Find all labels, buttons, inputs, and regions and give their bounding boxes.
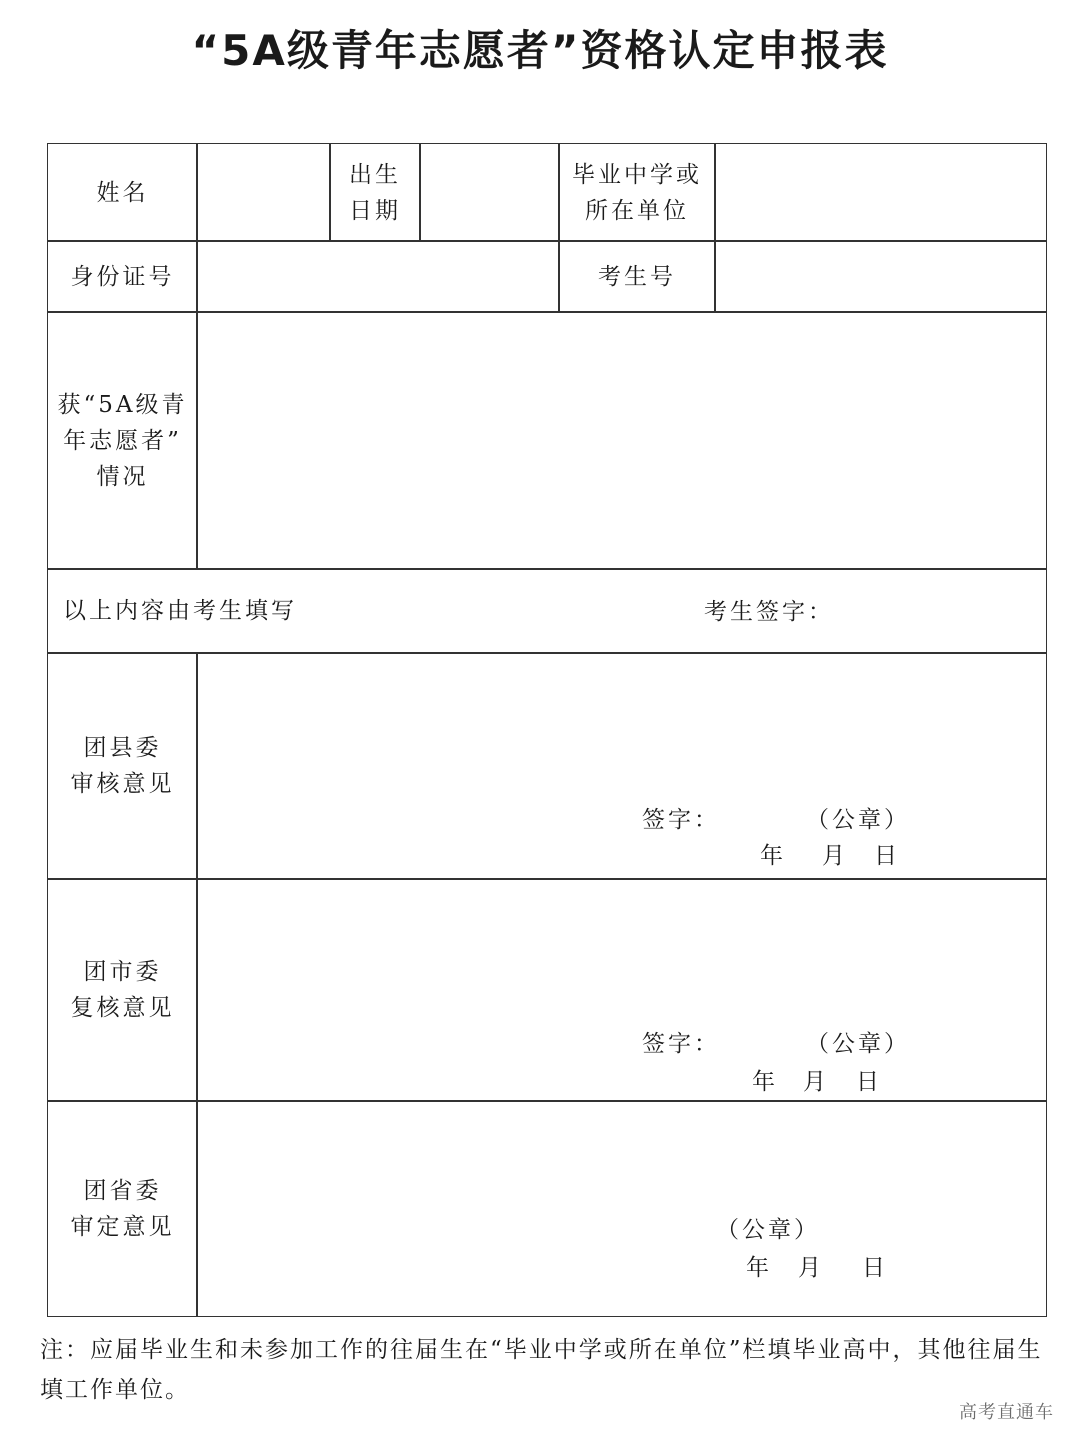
award-label-line-3: 情况 — [96, 463, 149, 490]
city-label-line-1: 团市委 — [83, 959, 162, 985]
name-field[interactable] — [196, 143, 331, 242]
school-label-line-2: 所在单位 — [585, 197, 689, 224]
award-label-line-1: 获“5A级青 — [57, 391, 188, 418]
province-opinion-field[interactable] — [196, 1100, 1047, 1317]
id-label-cell — [47, 240, 198, 313]
birth-date-field[interactable] — [419, 143, 560, 242]
watermark-text: 高考直通车 — [959, 1402, 1054, 1423]
city-opinion-field[interactable] — [196, 878, 1047, 1102]
id-number-field[interactable] — [196, 240, 560, 313]
city-year: 年 — [752, 1069, 778, 1095]
county-seal-label: （公章） — [806, 807, 910, 833]
province-label-line-1: 团省委 — [83, 1177, 162, 1204]
city-label-cell — [47, 878, 198, 1102]
name-label-cell — [47, 143, 198, 242]
province-year: 年 — [746, 1255, 772, 1281]
province-label-cell — [47, 1100, 198, 1317]
page-title: “5A级青年志愿者”资格认定申报表 — [191, 26, 889, 75]
county-opinion-field[interactable] — [196, 652, 1047, 880]
county-sign-label: 签字： — [642, 807, 720, 833]
school-field[interactable] — [714, 143, 1047, 242]
county-label-cell — [47, 652, 198, 880]
birth-label-line-2: 日期 — [349, 197, 401, 224]
city-sign-label: 签字： — [642, 1031, 720, 1057]
city-seal-label: （公章） — [806, 1031, 910, 1057]
student-signature-label: 考生签字： — [704, 599, 834, 625]
exam-no-field[interactable] — [714, 240, 1047, 313]
county-year: 年 — [760, 843, 786, 869]
birth-label-line-1: 出生 — [349, 161, 401, 188]
award-label-line-2: 年志愿者” — [63, 427, 182, 454]
county-day: 日 — [874, 843, 900, 869]
province-month: 月 — [798, 1255, 824, 1281]
award-label-cell — [47, 311, 198, 570]
exam-no-label-cell — [558, 240, 716, 313]
province-label-line-2: 审定意见 — [70, 1213, 175, 1240]
name-label: 姓名 — [96, 179, 149, 206]
id-label: 身份证号 — [70, 263, 175, 290]
city-month: 月 — [803, 1069, 829, 1095]
student-fill-row — [47, 568, 1047, 654]
city-day: 日 — [856, 1069, 882, 1095]
province-day: 日 — [862, 1255, 888, 1281]
city-label-line-2: 复核意见 — [70, 995, 175, 1021]
birth-label-cell — [329, 143, 421, 242]
award-field[interactable] — [196, 311, 1047, 570]
school-label-line-1: 毕业中学或 — [572, 161, 702, 188]
exam-no-label: 考生号 — [598, 263, 676, 290]
school-label-cell — [558, 143, 716, 242]
filled-by-student-text: 以上内容由考生填写 — [63, 598, 297, 624]
province-seal-label: （公章） — [716, 1217, 820, 1243]
county-label-line-1: 团县委 — [83, 735, 162, 761]
county-label-line-2: 审核意见 — [70, 771, 175, 797]
county-month: 月 — [822, 843, 848, 869]
footnote: 注：应届毕业生和未参加工作的往届生在“毕业中学或所在单位”栏填毕业高中，其他往届生填工作单位。 — [40, 1337, 1043, 1403]
